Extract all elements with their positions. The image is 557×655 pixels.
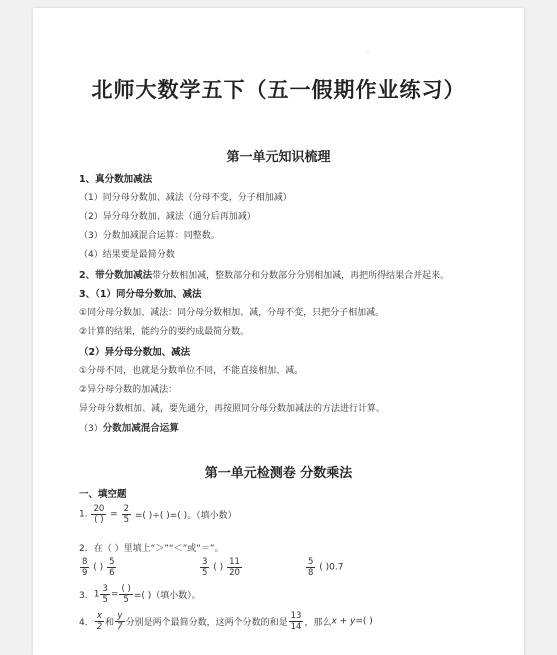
fraction: $\frac{( )}{5}$ (121, 584, 131, 605)
compare-blank[interactable]: ( ) (93, 562, 104, 573)
mixed-number-text: 带分数相加减，整数部分和分数部分分别相加减，再把所得结果合并起来。 (152, 271, 450, 281)
fraction: $\frac{13}{14}$ (290, 611, 302, 632)
answer-blanks[interactable]: =( )÷( )=( )。（填小数） (134, 511, 237, 521)
fraction: $\frac{11}{20}$ (229, 557, 240, 578)
equals-sign: = (110, 509, 118, 520)
fraction: $\frac{2}{5}$ (123, 504, 130, 525)
section-heading-test: 第一单元检测卷 分数乘法 (204, 466, 353, 481)
knowledge-line: （1）同分母分数加、减法（分母不变，分子相加减） (79, 193, 292, 203)
fraction: $\frac{8}{9}$ (82, 557, 88, 578)
compare-blank[interactable]: ( ) (213, 562, 224, 573)
knowledge-line: （3）分数加减混合运算：同整数。 (79, 231, 220, 241)
answer-blank[interactable]: =( ) (355, 616, 373, 627)
fraction: $\frac{3}{5}$ (102, 584, 108, 605)
compare-item-2 (199, 557, 243, 578)
corner-dot: · (367, 50, 369, 57)
section-heading-knowledge: 第一单元知识梳理 (226, 150, 331, 165)
question-text: ，那么 (304, 618, 332, 628)
question-number: 4． (79, 618, 94, 628)
question-number: 3． (79, 591, 94, 601)
knowledge-line: （2）异分母分数加、减法（通分后再加减） (79, 212, 256, 222)
question-2: 2．在（ ）里填上“＞”“＜”或“＝”。 (79, 544, 224, 554)
expression: x + y (331, 616, 356, 627)
fraction: $\frac{5}{8}$ (308, 557, 314, 578)
answer-blanks[interactable]: =( )（填小数）。 (133, 591, 201, 601)
knowledge-line: ②异分母分数的加减法： (79, 385, 178, 395)
question-4 (79, 611, 373, 632)
and-word: 和 (105, 618, 115, 628)
knowledge-line: ②计算的结果，能约分的要约成最简分数。 (79, 327, 250, 337)
question-number: 1. (79, 509, 88, 520)
mixed-number-label: 2、带分数加减法 (79, 270, 153, 281)
equals-sign: = (110, 589, 119, 600)
knowledge-line: （2）异分母分数加、减法 (79, 347, 191, 358)
knowledge-line: 3、（1）同分母分数加、减法 (79, 289, 202, 300)
knowledge-line (79, 420, 179, 434)
knowledge-line: ①同分母分数加、减法：同分母分数相加、减，分母不变，只把分子相加减。 (79, 308, 385, 318)
question-text: 分别是两个最简分数，这两个分数的和是 (125, 618, 288, 628)
fraction: $\frac{3}{5}$ (202, 557, 208, 578)
document-page (33, 8, 524, 655)
fraction: $\frac{y}{7}$ (117, 611, 123, 632)
fraction: $\frac{20}{( )}$ (93, 504, 105, 525)
compare-item-3 (305, 557, 344, 578)
fraction: $\frac{5}{6}$ (109, 557, 115, 578)
question-3 (79, 584, 201, 605)
fill-in-heading: 一、填空题 (79, 489, 127, 500)
knowledge-line: （4）结果要是最简分数 (79, 250, 175, 260)
fraction: $\frac{x}{2}$ (96, 611, 103, 632)
compare-blank[interactable]: ( )0.7 (319, 562, 344, 573)
item3-bold: 分数加减混合运算 (102, 423, 179, 434)
item3-prefix: （3） (79, 424, 103, 434)
mixed-number-line (79, 267, 449, 281)
knowledge-line: 异分母分数相加、减，要先通分，再按照同分母分数加减法的方法进行计算。 (79, 404, 386, 414)
question-1 (79, 504, 237, 525)
page-title: 北师大数学五下（五一假期作业练习） (91, 78, 466, 102)
knowledge-line: ①分母不同，也就是分数单位不同，不能直接相加、减。 (79, 366, 304, 376)
compare-item-1 (79, 557, 117, 578)
knowledge-line: 1、真分数加减法 (79, 174, 153, 185)
whole-number: 1 (93, 589, 100, 600)
